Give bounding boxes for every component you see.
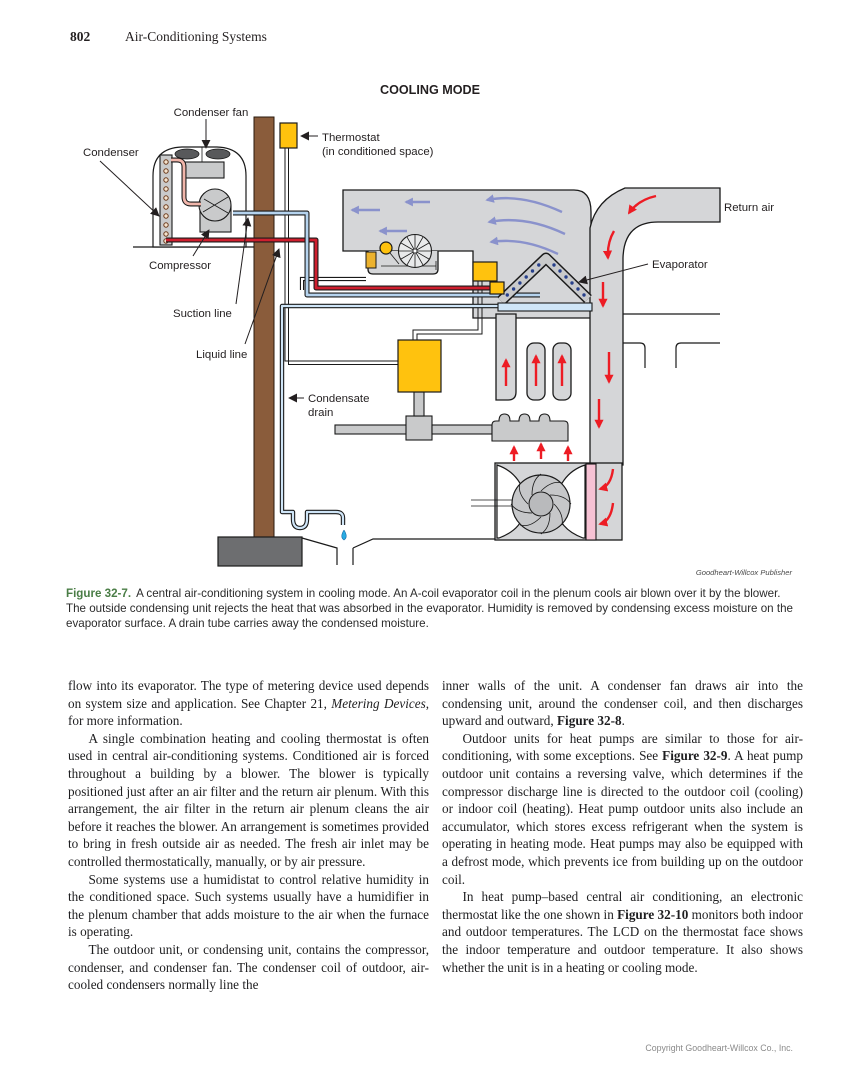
figure-title: COOLING MODE: [379, 83, 481, 97]
house-wall: [254, 117, 274, 537]
condenser-coil: [160, 155, 172, 245]
condenser-fan-label: Condenser fan: [173, 107, 249, 119]
pipe-union: [406, 416, 432, 440]
figure-credit: Goodheart-Willcox Publisher: [695, 568, 792, 577]
body-paragraph: Outdoor units for heat pumps are similar to those for air-conditioning, with some exceptions. See Figure 32-9. A heat pump outdoor unit contains a reversing valve, which determines if the compressor discharge line is directed to the outdoor coil (cooling) or indoor coil (heating). Heat pump outdoor units also include an accumulator, which stores excess refrigerant when the system is operating in heating mode. Heat pumps may also be equipped with a defrost mode, which prevents ice from building up on the outdoor coil.: [442, 730, 803, 887]
body-paragraph: A single combination heating and cooling thermostat is often used in central air-conditioning systems. Conditioned air is forced throughout a building by a blower. The blower is typically positioned just after an air filter and the return air plenum. With this arrangement, the air filter in the return air plenum cleans the air before it reaches the blower. An arrangement is sometimes provided to bring in fresh outside air as needed. The fresh air inlet may be controlled thermostatically, manually, or by air pressure.: [68, 730, 429, 869]
water-droplet: [342, 530, 347, 540]
condensate-drain-pipe: [282, 306, 498, 540]
furnace-control-box: [473, 262, 497, 281]
figure-caption: [66, 587, 796, 631]
evaporator-label: Evaporator: [652, 259, 708, 271]
body-paragraph: In heat pump–based central air conditioning, an electronic thermostat like the one shown in Figure 32-10 monitors both indoor and outdoor temperatures. The LCD on the thermostat face shows the indoor temperature and outdoor temperature. It also shows whether the unit is in a heating or cooling mode.: [442, 889, 803, 975]
compressor-label: Compressor: [149, 260, 212, 272]
cooling-mode-diagram: [0, 80, 849, 585]
condensate-drain-label-2: drain: [308, 407, 334, 419]
compressor: [199, 189, 231, 232]
burner-manifold: [492, 414, 568, 441]
return-air-label: Return air: [724, 202, 775, 214]
thermostat-label: Thermostat: [322, 132, 380, 144]
floor-drain: [302, 538, 495, 565]
floor-joist-lines: [623, 314, 720, 368]
body-paragraph: inner walls of the unit. A condenser fan draws air into the condensing unit, around the condenser coil, and then discharges upward and outward, Figure 32-8.: [442, 678, 803, 729]
running-head: Air-Conditioning Systems: [125, 29, 267, 44]
suction-line-label: Suction line: [173, 308, 232, 320]
body-column-right: [442, 677, 803, 976]
condenser-label: Condenser: [83, 147, 139, 159]
page-number: 802: [70, 29, 91, 44]
thermostat-label-2: (in conditioned space): [322, 146, 434, 158]
thermostat: [280, 123, 297, 148]
condensing-unit: [153, 147, 246, 247]
copyright-notice: Copyright Goodheart-Willcox Co., Inc.: [645, 1043, 793, 1053]
figure-caption-label: Figure 32-7.: [66, 587, 132, 600]
metering-device: [490, 282, 504, 294]
heat-exchanger-channels: [496, 314, 571, 400]
air-filter: [586, 464, 596, 540]
humidifier-drum: [399, 235, 432, 268]
concrete-pad: [218, 537, 302, 566]
condensate-drain-label: Condensate: [308, 393, 370, 405]
gas-pipe: [335, 425, 407, 434]
body-paragraph: The outdoor unit, or condensing unit, contains the compressor, condenser, and condenser fan. The condenser coil of outdoor, air-cooled condensers normally line the: [68, 941, 429, 993]
body-paragraph: flow into its evaporator. The type of metering device used depends on system size and application. See Chapter 21, Metering Devices, for more information.: [68, 678, 429, 729]
body-paragraph: Some systems use a humidistat to control relative humidity in the conditioned space. Such systems usually have a humidifier in the plenum chamber that adds moisture to the air when the furnace is operating.: [68, 871, 429, 940]
drain-pan: [498, 303, 592, 311]
float-ball: [380, 242, 392, 254]
fan-motor: [184, 162, 224, 178]
humidifier-valve-box: [366, 252, 376, 268]
body-column-left: [68, 677, 429, 994]
liquid-line-label: Liquid line: [196, 349, 248, 361]
gas-valve: [398, 340, 441, 392]
figure-caption-text: A central air-conditioning system in cooling mode. An A-coil evaporator coil in the plenum cools air blown over it by the blower. The outside condensing unit rejects the heat that was absorbed in the evaporator. Humidity is removed by condensing excess moisture on the evaporator surface. A drain tube carries away the condensed moisture.: [66, 587, 793, 630]
return-air-duct: [590, 188, 720, 465]
